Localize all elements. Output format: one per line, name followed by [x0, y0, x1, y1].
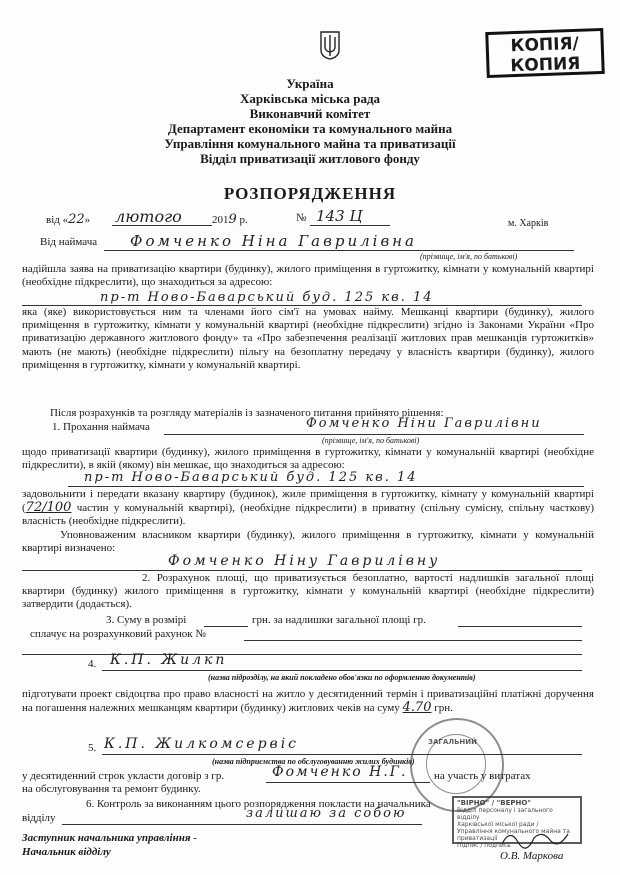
- header-directorate: Управління комунального майна та приватизації: [164, 136, 456, 151]
- owner-handwritten: Фомченко Ніну Гаврилівну: [168, 553, 441, 569]
- date-year-prefix: 201: [212, 214, 229, 226]
- signature-role1: Заступник начальника управління -: [22, 832, 197, 844]
- signature-name: О.В. Маркова: [500, 850, 564, 862]
- date-row: [46, 212, 90, 227]
- certificate-currency: грн.: [434, 702, 453, 715]
- header-country: Україна: [286, 76, 334, 91]
- paragraph-decision: Після розрахунків та розгляду матеріалів із зазначеного питання прийнято рішення:: [50, 407, 444, 419]
- item3-name-line: [458, 626, 582, 627]
- item2: 2. Розрахунок площі, що приватизується безоплатно, вартості надлишків загальної площі квартири (будинку) жилого приміщення в гуртожитку, кімнати у комунальній квартирі (необхідне підкреслити) затвердити (додається).: [22, 572, 594, 611]
- document-title: РОЗПОРЯДЖЕННЯ: [223, 184, 397, 203]
- item5-handwritten: К.П. Жилкомсервіс: [104, 736, 300, 752]
- date-year: [212, 212, 248, 227]
- date-day-suffix: »: [84, 214, 91, 226]
- contract-text-b-start: на участь у витратах: [434, 770, 531, 782]
- address2-line: [68, 486, 584, 487]
- owner-line: [22, 570, 582, 571]
- item1-line: [164, 434, 584, 435]
- header-department: Департамент економіки та комунального майна: [167, 121, 453, 136]
- order-number-label: №: [296, 212, 307, 224]
- item1-caption: (прізвище, ім'я, по батькові): [322, 436, 420, 445]
- trident-emblem-icon: [319, 30, 341, 60]
- item4-line: [102, 670, 582, 671]
- contract-line: [266, 782, 430, 783]
- copy-stamp: [485, 28, 605, 78]
- date-month: лютого: [115, 207, 182, 226]
- signature-scribble-icon: [500, 826, 570, 850]
- header-city-council: Харківська міська рада: [239, 91, 381, 106]
- date-prefix: від «: [46, 214, 69, 226]
- date-month-line: [112, 225, 212, 226]
- copy-stamp-line2: КОПИЯ: [510, 53, 581, 77]
- paragraph-certificate: [22, 688, 594, 715]
- paragraph-privileges: яка (яке) використовується ним та членами його сім'ї на умовах найму. Мешканці квартири (будинку), жилого приміщення в гуртожитку, кімнати у комунальній квартирі (необхідне підкреслити) згідно із Законами України «Про приватизацію державного житлового фонду» та «Про забезпечення реалізації житлових прав мешканців гуртожитків» мають (не мають) (необхідне підкреслити) пільгу на безоплатну передачу у власність квартири (будинку), жилого приміщення в гуртожитку, кімнати у комунальній квартирі.: [22, 306, 594, 371]
- date-year-digit: 9: [228, 212, 237, 227]
- item5-caption: (назва підприємства по обслуговуванню жилих будинків): [212, 757, 415, 766]
- paragraph-application: надійшла заява на приватизацію квартири (будинку), жилого приміщення в гуртожитку, кімнати у комунальній квартирі (необхідне підкреслити), що знаходиться за адресою:: [22, 263, 594, 289]
- item3-account: сплачує на розрахунковий рахунок №: [30, 628, 206, 640]
- order-number-line: [310, 225, 390, 226]
- certificate-text: підготувати проект свідоцтва про право власності на житло у десятиденний термін і приватизаційні платіжні доручення на погашення належних мешканцям квартири (будинку) житлових чеків на суму: [22, 688, 594, 715]
- certified-stamp-line2: Відділ персоналу і загального відділу: [457, 807, 553, 821]
- applicant-label: Від наймача: [40, 236, 98, 248]
- contract-text-a: у десятиденний строк укласти договір з гр.: [22, 770, 225, 782]
- item6-text: 6. Контроль за виконанням цього розпорядження покласти на начальника: [86, 798, 431, 810]
- item3-text: грн. за надлишки загальної площі гр.: [252, 614, 426, 626]
- city: м. Харків: [508, 218, 549, 229]
- transfer-text-a: задовольнити і передати вказану квартиру (будинок), жиле приміщення в гуртожитку, кімнату у комунальній квартирі (: [22, 488, 594, 515]
- date-day: 22: [68, 212, 85, 227]
- address2-handwritten: пр-т Ново-Баварський буд. 125 кв. 14: [84, 470, 418, 485]
- contract-text-b-end: на обслуговування та ремонт будинку.: [22, 783, 201, 795]
- header-division: Відділ приватизації житлового фонду: [200, 151, 420, 166]
- order-number: 143 Ц: [316, 207, 363, 225]
- item6-line: [62, 824, 422, 825]
- item4-caption: (назва підрозділу, на який покладено обов'язки по оформленню документів): [208, 673, 476, 682]
- item4-label: 4.: [88, 658, 97, 670]
- applicant-caption: (прізвище, ім'я, по батькові): [420, 252, 518, 261]
- item3-label: 3. Суму в розмірі: [106, 614, 187, 626]
- transfer-text-b: частин у комунальній квартирі), (необхідне підкреслити) в приватну (спільну сумісну, спільну часткову) власність (необхідне підкреслити).: [22, 502, 594, 528]
- sum-handwritten: 4.70: [402, 700, 432, 716]
- certified-stamp-title: "ВІРНО" / "ВЕРНО": [457, 799, 531, 807]
- paragraph-object: щодо приватизації квартири (будинку), жилого приміщення в гуртожитку, кімнати у комунальній квартирі (необхідне підкреслити), в якій (якому) він мешкає, що знаходиться за адресою:: [22, 446, 594, 472]
- header-committee: Виконавчий комітет: [249, 106, 371, 121]
- item1-label: 1. Прохання наймача: [52, 421, 150, 433]
- item1-name: Фомченко Ніни Гаврилівни: [306, 416, 542, 431]
- paragraph-transfer: [22, 488, 594, 529]
- applicant-line: [104, 250, 574, 251]
- signature-role2: Начальник відділу: [22, 846, 111, 858]
- item6-handwritten: залишаю за собою: [246, 806, 407, 821]
- share-handwritten: 72/100: [25, 500, 72, 516]
- item5-label: 5.: [88, 742, 97, 754]
- item4-handwritten: К.П. Жилкп: [110, 652, 228, 668]
- certified-stamp-line5: Підпис / подпись: [457, 842, 511, 849]
- address-handwritten: пр-т Ново-Баварський буд. 125 кв. 14: [100, 290, 434, 305]
- item5-line: [102, 754, 582, 755]
- paragraph-owner: Уповноваженим власником квартири (будинку), жилого приміщення в гуртожитку, кімнати у комунальній квартирі визначено:: [22, 529, 594, 555]
- applicant-name: Фомченко Ніна Гаврилівна: [130, 232, 418, 250]
- item3-extra-line: [22, 654, 582, 655]
- item3-sum-line: [204, 626, 248, 627]
- item3-account-line: [244, 640, 582, 641]
- contract-handwritten: Фомченко Н.Г.: [272, 764, 408, 780]
- round-stamp-text: ЗАГАЛЬНИЙ: [428, 738, 477, 746]
- copy-stamp-line1: КОПІЯ/: [510, 33, 580, 57]
- item6-division: відділу: [22, 812, 56, 824]
- certified-stamp-line3: Харківської міської ради /: [457, 821, 539, 828]
- certified-stamp-line4: Управління комунального майна та приватизації: [457, 828, 570, 842]
- date-year-suffix: р.: [239, 214, 248, 226]
